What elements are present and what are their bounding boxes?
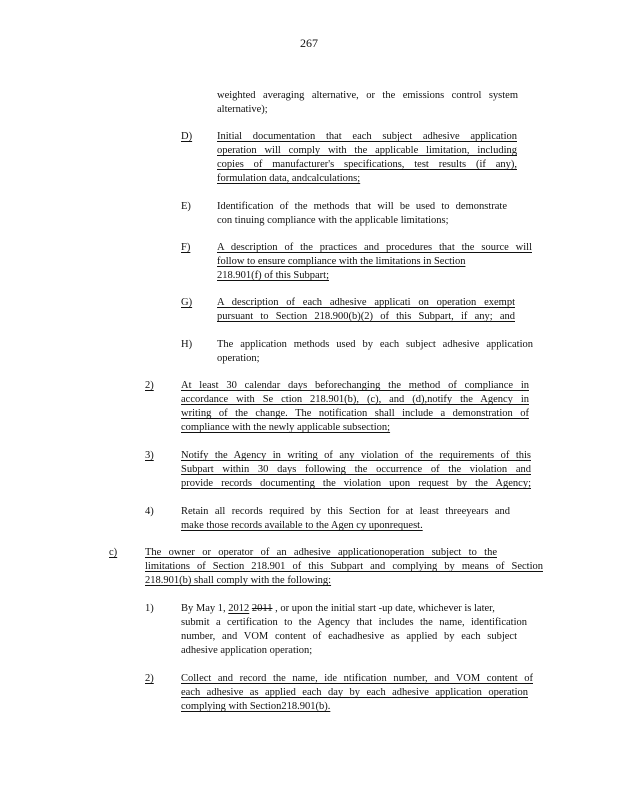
text-line: provide records documenting the violation upon request by the Agency; bbox=[181, 478, 531, 489]
text-line: 218.901(f) of this Subpart; bbox=[217, 270, 329, 281]
item-e-text bbox=[217, 200, 507, 228]
text-line: accordance with Se ction 218.901(b), (c), and (d),notify the Agency in bbox=[181, 394, 529, 405]
text-line: A description of each adhesive applicati on operation exempt bbox=[217, 297, 515, 308]
text-line: follow to ensure compliance with the limitations in Section bbox=[217, 256, 466, 267]
inserted-year: 2012 bbox=[228, 603, 250, 614]
text-line: number, and VOM content of eachadhesive as applied by each subject bbox=[181, 631, 517, 642]
item-h-text bbox=[217, 338, 533, 366]
item-label-c: c) bbox=[109, 547, 118, 558]
text-line: limitations of Section 218.901 of this Subpart and complying by means of Section bbox=[145, 561, 543, 572]
text-line bbox=[181, 602, 527, 616]
text-fragment: , or upon the initial start -up date, whichever is later, bbox=[272, 603, 495, 614]
text-line: complying with Section218.901(b). bbox=[181, 701, 331, 712]
item-label-e: E) bbox=[181, 201, 191, 212]
text-line: operation will comply with the applicable limitation, including bbox=[217, 145, 517, 156]
item-c1-text bbox=[181, 602, 527, 658]
text-line: The owner or operator of an adhesive applicationoperation subject to the bbox=[145, 547, 497, 558]
text-line: copies of manufacturer's specifications, test results (if any), bbox=[217, 159, 517, 170]
text-line: Identification of the methods that will be used to demonstrate bbox=[217, 201, 507, 212]
text-line: submit a certification to the Agency that includes the name, identification bbox=[181, 617, 527, 628]
item-c2-text bbox=[181, 672, 533, 714]
item-f-text bbox=[217, 241, 532, 283]
item-label-c2: 2) bbox=[145, 673, 154, 684]
text-line: At least 30 calendar days beforechanging the method of compliance in bbox=[181, 380, 529, 391]
item-c-text bbox=[145, 546, 543, 588]
item-label-h: H) bbox=[181, 339, 193, 350]
text-line: weighted averaging alternative, or the emissions control system bbox=[217, 90, 518, 101]
text-line: Notify the Agency in writing of any violation of the requirements of this bbox=[181, 450, 531, 461]
text-line: make those records available to the Agen cy uponrequest. bbox=[181, 520, 423, 531]
text-line: each adhesive as applied each day by each adhesive application operation bbox=[181, 687, 528, 698]
text-line: pursuant to Section 218.900(b)(2) of this Subpart, if any; and bbox=[217, 311, 515, 322]
text-line: Collect and record the name, ide ntification number, and VOM content of bbox=[181, 673, 533, 684]
item-label-4: 4) bbox=[145, 506, 154, 517]
text-line: A description of the practices and procedures that the source will bbox=[217, 242, 532, 253]
text-line: writing of the change. The notification shall include a demonstration of bbox=[181, 408, 529, 419]
deleted-year: 2011 bbox=[251, 603, 273, 614]
text-line: con tinuing compliance with the applicable limitations; bbox=[217, 215, 449, 226]
paragraph-a-tail bbox=[217, 89, 518, 117]
item-2-text bbox=[181, 379, 529, 435]
item-label-d: D) bbox=[181, 131, 193, 142]
page-number: 267 bbox=[300, 36, 318, 50]
item-3-text bbox=[181, 449, 531, 491]
text-line: Initial documentation that each subject adhesive application bbox=[217, 131, 517, 142]
item-g-text bbox=[217, 296, 515, 324]
item-label-3: 3) bbox=[145, 450, 154, 461]
item-label-2: 2) bbox=[145, 380, 154, 391]
text-line: compliance with the newly applicable subsection; bbox=[181, 422, 391, 433]
item-label-c1: 1) bbox=[145, 603, 154, 614]
text-line: Subpart within 30 days following the occurrence of the violation and bbox=[181, 464, 531, 475]
text-line: formulation data, andcalculations; bbox=[217, 173, 361, 184]
text-fragment: By May 1, bbox=[181, 603, 229, 614]
text-line: 218.901(b) shall comply with the following: bbox=[145, 575, 332, 586]
text-line: The application methods used by each subject adhesive application bbox=[217, 339, 533, 350]
text-line: adhesive application operation; bbox=[181, 645, 313, 656]
item-label-g: G) bbox=[181, 297, 193, 308]
text-line: Retain all records required by this Section for at least threeyears and bbox=[181, 506, 510, 517]
text-line: alternative); bbox=[217, 104, 268, 115]
item-d-text bbox=[217, 130, 517, 186]
item-label-f: F) bbox=[181, 242, 191, 253]
item-4-text bbox=[181, 505, 510, 533]
text-line: operation; bbox=[217, 353, 260, 364]
